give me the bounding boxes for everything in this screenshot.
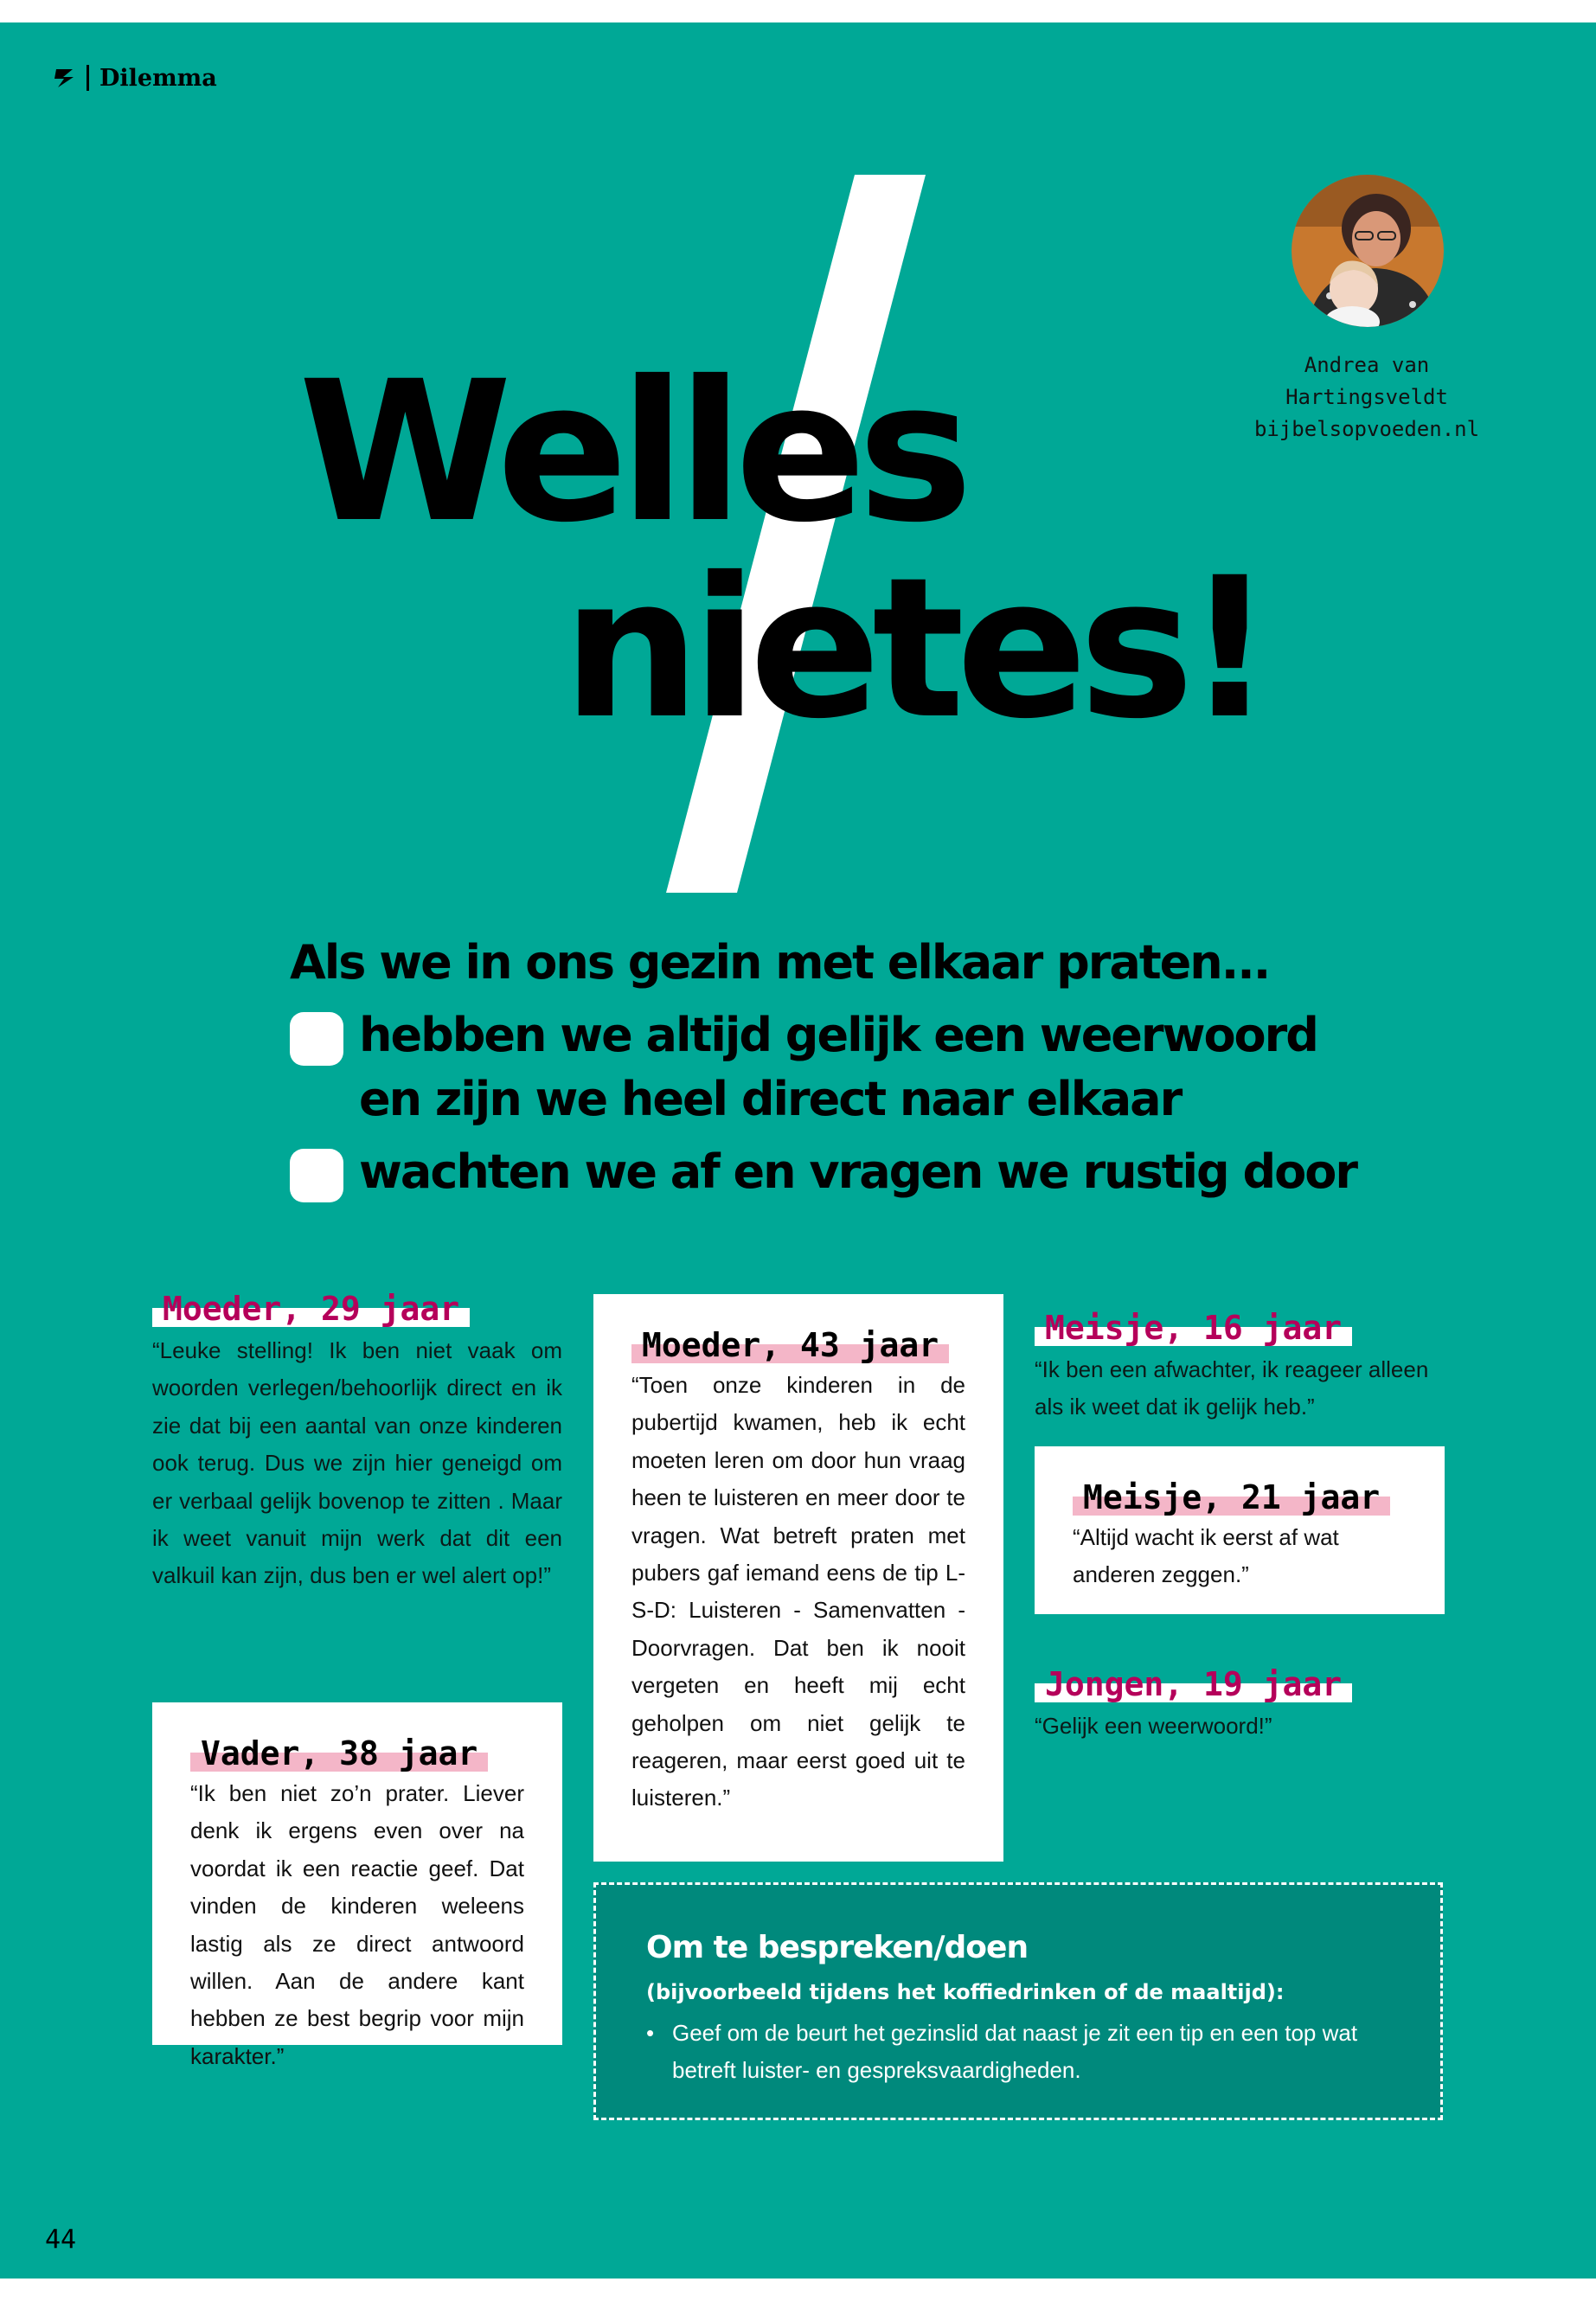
checkbox-option-1[interactable] [290,1012,343,1066]
lightning-bolt-icon [54,67,76,89]
section-divider [87,65,89,91]
quote-moeder-29: “Leuke stelling! Ik ben niet vaak om woorden verlegen/behoorlijk direct en ik zie dat bij een aantal van onze kinderen ook terug. Dus we zijn hier geneigd om er verbaal gelijk bovenop te zitten . Maar ik weet vanuit mijn werk dat dit een valkuil kan zijn, dus ben er wel alert op!” [152,1337,562,1589]
author-name-line-1: Andrea van [1304,353,1430,377]
checkbox-option-2[interactable] [290,1149,343,1202]
magazine-page [0,22,1596,2279]
card-vader-38 [152,1702,562,2069]
card-meisje-21 [1035,1446,1445,1614]
name-vader-38: Vader, 38 jaar [190,1735,488,1772]
discussion-item [646,2015,1407,2089]
option-1-line-1: hebben we altijd gelijk een weerwoord [359,1008,1317,1062]
section-tag [54,61,217,95]
title-line-1: Welles [298,339,965,565]
discussion-item-text: Geef om de beurt het gezinslid dat naast je zit een tip en een top wat betreft luister- en gespreksvaardigheden. [672,2020,1358,2083]
name-moeder-43: Moeder, 43 jaar [631,1327,949,1363]
quote-jongen-19: “Gelijk een weerwoord!” [1035,1713,1272,1739]
discussion-subtitle: (bijvoorbeeld tijdens het koffiedrinken of de maaltijd): [646,1980,1285,2004]
name-moeder-29: Moeder, 29 jaar [152,1291,470,1327]
discussion-title: Om te bespreken/doen [646,1930,1029,1965]
discussion-box [593,1882,1443,2120]
question-intro: Als we in ons gezin met elkaar praten... [290,935,1270,990]
author-name-line-2: Hartingsveldt [1285,385,1448,409]
name-meisje-21: Meisje, 21 jaar [1073,1479,1390,1516]
bullet-icon: • [646,2020,655,2046]
author-website: bijbelsopvoeden.nl [1253,417,1480,441]
author-credit [1211,349,1522,445]
page-number: 44 [45,2225,77,2255]
section-label: Dilemma [99,64,217,92]
quote-meisje-16: “Ik ben een afwachter, ik reageer alleen als ik weet dat ik gelijk heb.” [1035,1356,1429,1420]
option-2-text: wachten we af en vragen we rustig door [359,1144,1356,1199]
card-moeder-43 [593,1294,1003,1862]
quote-vader-38: “Ik ben niet zo’n prater. Liever denk ik ergens even over na voordat ik een reactie geef. Dat vinden de kinderen weleens lastig als ze direct antwoord willen. Aan de andere kant hebben ze best begrip voor mijn karakter.” [190,1780,524,2069]
option-1-line-2: en zijn we heel direct naar elkaar [359,1072,1182,1126]
name-jongen-19: Jongen, 19 jaar [1035,1666,1352,1702]
quote-meisje-21: “Altijd wacht ik eerst af wat anderen zeggen.” [1073,1524,1339,1588]
quote-moeder-43: “Toen onze kinderen in de pubertijd kwamen, heb ik echt moeten leren om door hun vraag heen te luisteren en meer door te vragen. Wat betreft praten met pubers gaf iemand eens de tip L-S-D: Luisteren - Samenvatten - Doorvragen. Dat ben ik nooit vergeten en heeft mij echt geholpen om niet gelijk te reageren, maar eerst goed uit te luisteren.” [631,1372,965,1811]
author-photo [1292,175,1444,327]
name-meisje-16: Meisje, 16 jaar [1035,1310,1352,1346]
title-line-2: nietes! [562,535,1266,761]
